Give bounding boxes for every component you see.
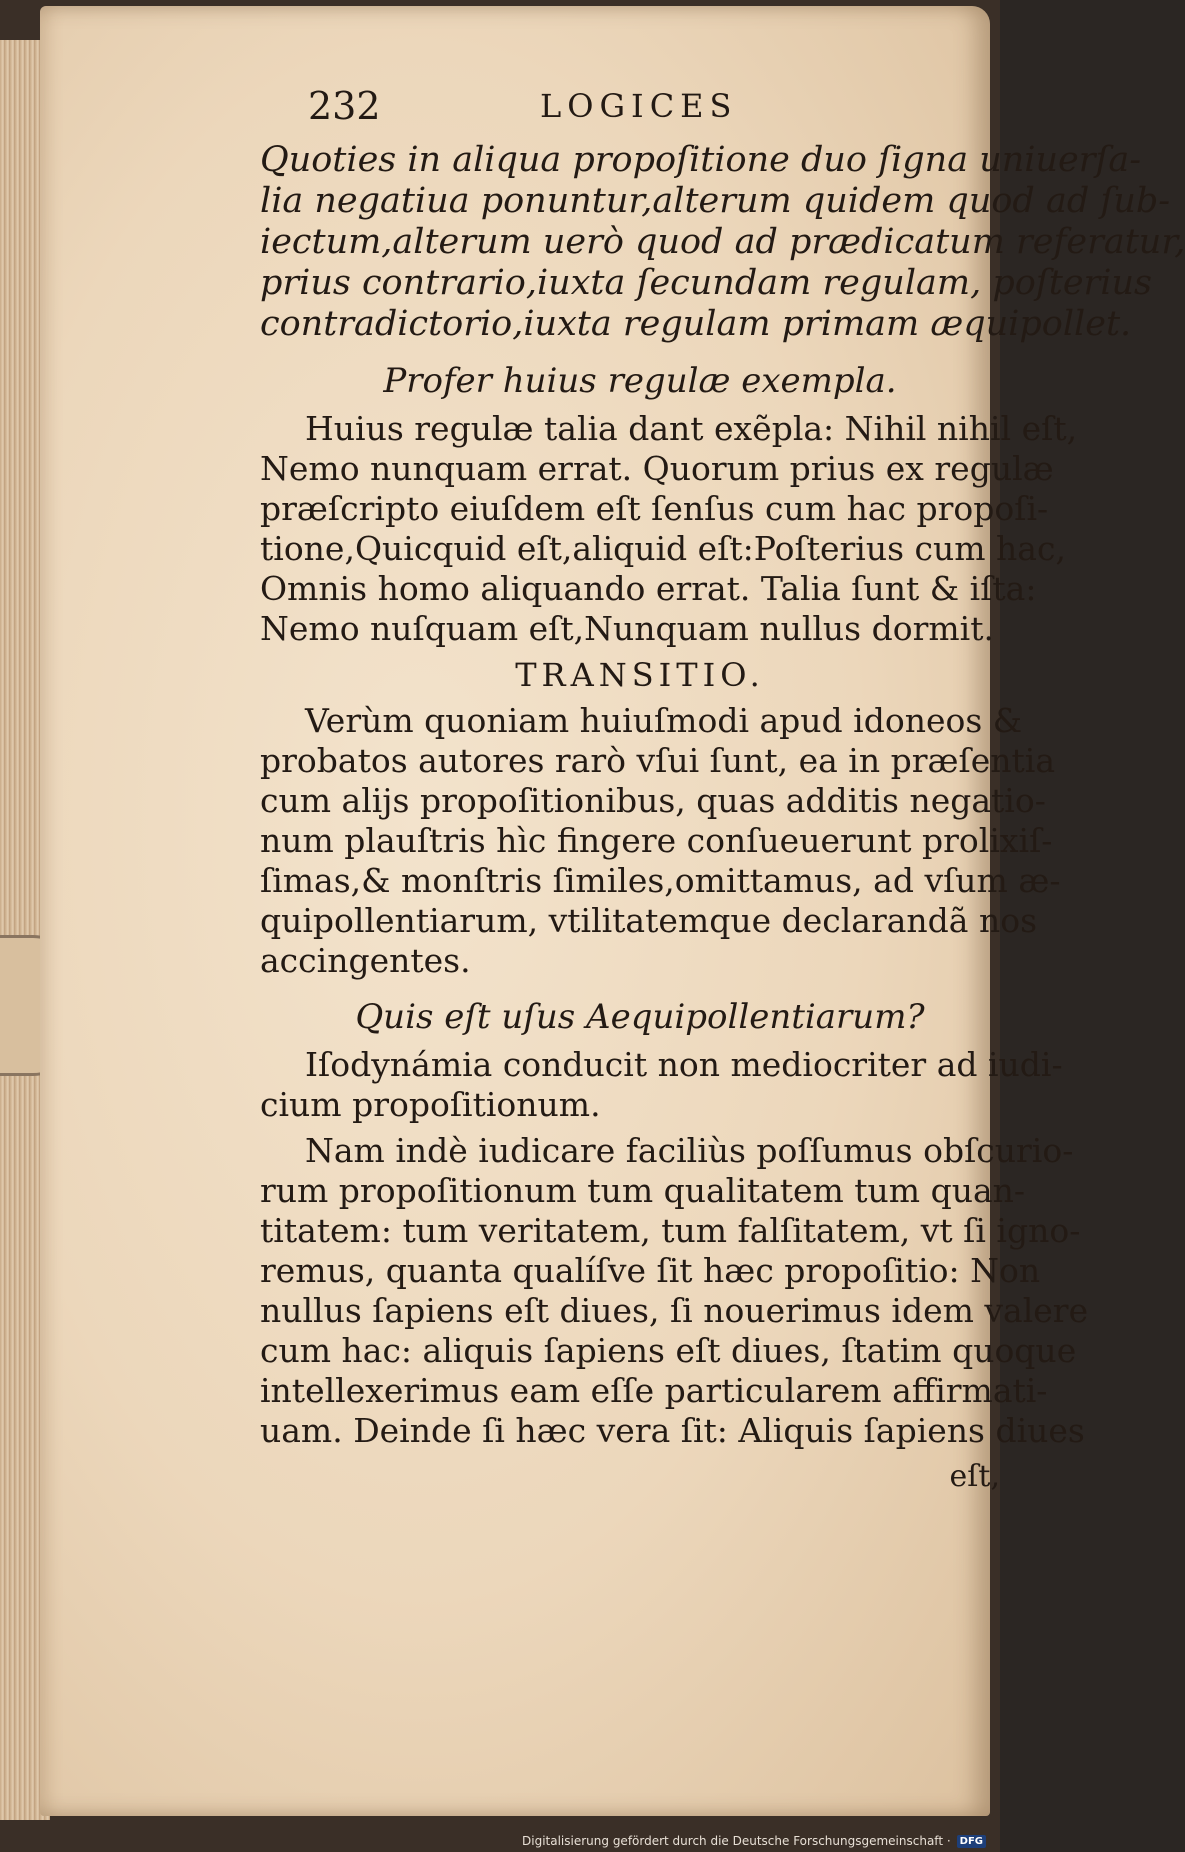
text-line: ſimas,& monſtris ſimiles,omittamus, ad vſum æ- xyxy=(260,861,1061,900)
text-line: Iſodynámia conducit non mediocriter ad iudi- xyxy=(305,1045,1063,1084)
text-line: præſcripto eiuſdem eſt ſenſus cum hac propoſi- xyxy=(260,489,1049,528)
text-line: cium propoſitionum. xyxy=(260,1085,601,1124)
catchword: eſt, xyxy=(949,1459,1000,1494)
section-heading: Profer huius regulæ exempla. xyxy=(383,361,897,401)
text-line: intellexerimus eam eſſe particularem affirmati- xyxy=(260,1371,1048,1410)
text-line: Quoties in aliqua propoſitione duo ſigna uniuerſa- xyxy=(260,140,1142,180)
paragraph xyxy=(260,1045,1063,1125)
text-line: probatos autores rarò vſui ſunt, ea in præſentia xyxy=(260,741,1055,780)
paragraph xyxy=(260,701,1061,981)
text-line: nullus ſapiens eſt diues, ſi nouerimus idem valere xyxy=(260,1291,1089,1330)
text-line: accingentes. xyxy=(260,941,471,980)
text-line: Omnis homo aliquando errat. Talia ſunt & iſta: xyxy=(260,569,1037,608)
text-line: tione,Quicquid eſt,aliquid eſt:Poſterius cum hac, xyxy=(260,529,1066,568)
section-heading: TRANSITIO. xyxy=(515,656,765,694)
text-line: cum hac: aliquis ſapiens eſt diues, ſtatim quoque xyxy=(260,1331,1077,1370)
section-heading: Quis eſt uſus Aequipollentiarum? xyxy=(355,997,925,1037)
rule-statement xyxy=(260,140,1185,345)
text-line: prius contrario,iuxta ſecundam regulam, poſterius xyxy=(260,263,1152,303)
folio-number: 232 xyxy=(308,84,381,128)
text-line: Huius regulæ talia dant exẽpla: Nihil nihil eſt, xyxy=(305,409,1078,448)
text-line: num plauſtris hìc fingere conſueuerunt prolixiſ- xyxy=(260,821,1053,860)
paragraph xyxy=(260,1131,1089,1451)
text-line: cum alijs propoſitionibus, quas additis negatio- xyxy=(260,781,1046,820)
running-title: LOGICES xyxy=(540,87,738,125)
book-page xyxy=(40,6,1185,1816)
running-head xyxy=(260,84,1020,140)
text-line: Nam indè iudicare faciliùs poſſumus obſcurio- xyxy=(305,1131,1074,1170)
page-text xyxy=(260,84,1185,1497)
credit-text: Digitalisierung gefördert durch die Deutsche Forschungsgemeinschaft · xyxy=(522,1834,951,1848)
text-line: contradictorio,iuxta regulam primam æquipollet. xyxy=(260,304,1132,344)
text-line: lia negatiua ponuntur,alterum quidem quod ad ſub- xyxy=(260,181,1171,221)
text-line: Nemo nunquam errat. Quorum prius ex regulæ xyxy=(260,449,1054,488)
text-line: Verùm quoniam huiuſmodi apud idoneos & xyxy=(305,701,1023,740)
text-line: titatem: tum veritatem, tum falſitatem, vt ſi igno- xyxy=(260,1211,1081,1250)
paragraph xyxy=(260,409,1078,649)
digitization-credit xyxy=(522,1834,986,1848)
text-line: uam. Deinde ſi hæc vera ſit: Aliquis ſapiens diues xyxy=(260,1411,1085,1450)
dfg-logo-icon: DFG xyxy=(957,1835,986,1848)
text-line: rum propoſitionum tum qualitatem tum quan- xyxy=(260,1171,1026,1210)
text-line: iectum,alterum uerò quod ad prædicatum referatur, xyxy=(260,222,1185,262)
text-line: Nemo nuſquam eſt,Nunquam nullus dormit. xyxy=(260,609,994,648)
text-line: remus, quanta qualíſve ſit hæc propoſitio: Non xyxy=(260,1251,1041,1290)
text-line: quipollentiarum, vtilitatemque declarandã nos xyxy=(260,901,1037,940)
